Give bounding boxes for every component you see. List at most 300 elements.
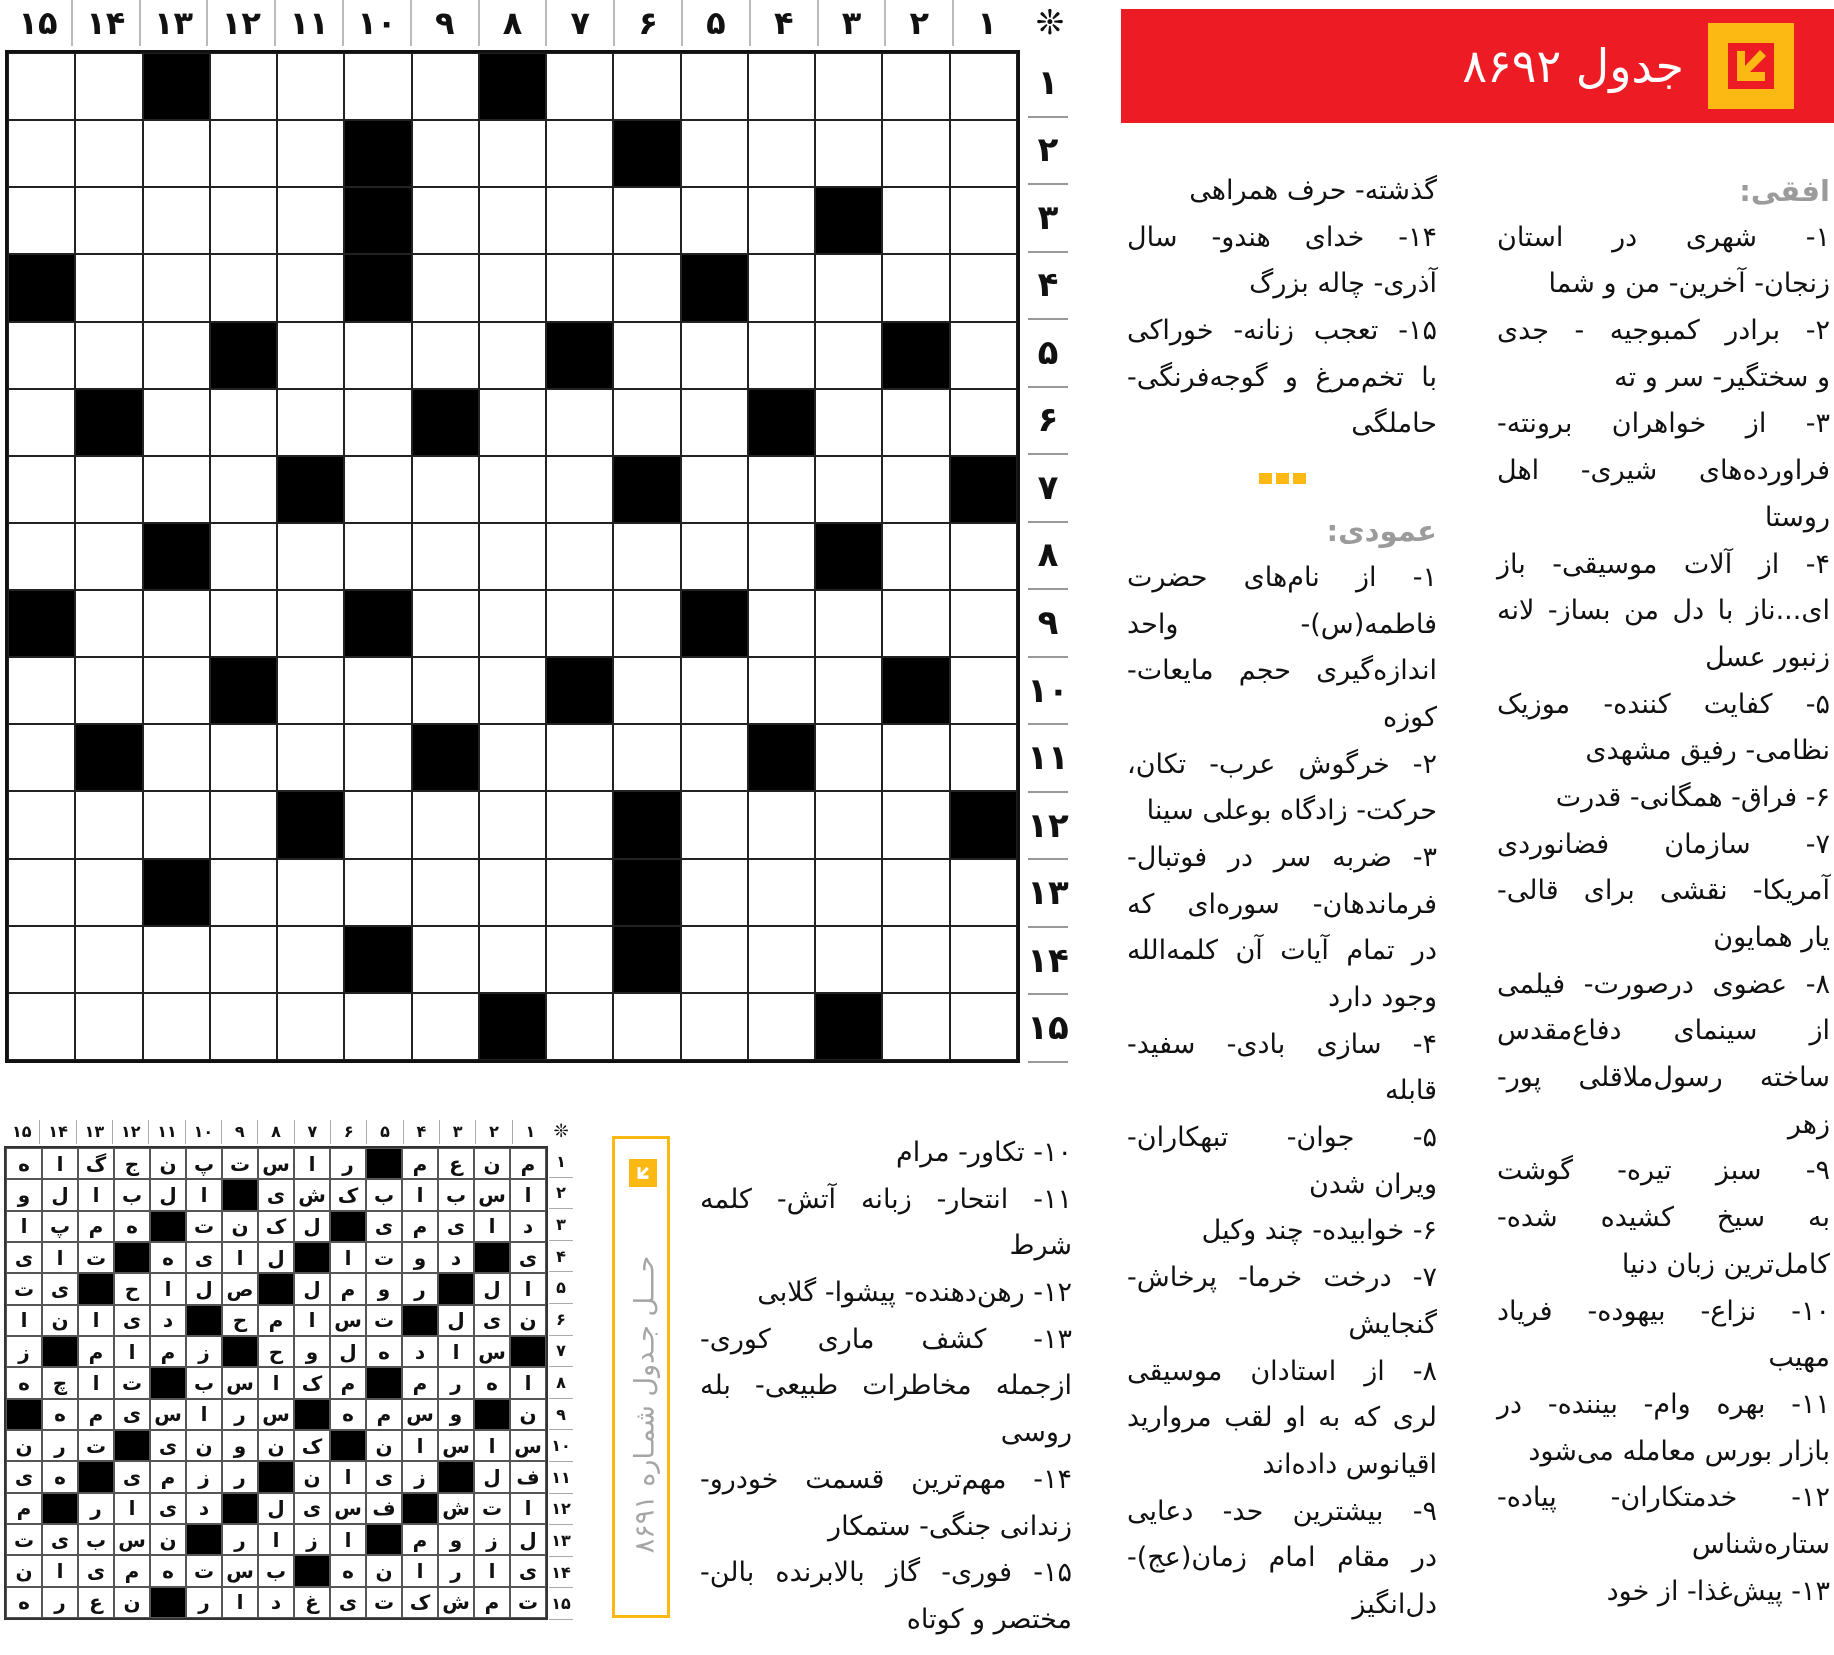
crossword-cell[interactable] bbox=[681, 456, 748, 523]
crossword-grid[interactable] bbox=[5, 50, 1020, 1063]
solution-cell: ل bbox=[294, 1211, 330, 1242]
black-cell bbox=[479, 993, 546, 1060]
solution-black-cell bbox=[330, 1211, 366, 1242]
solution-cell: ا bbox=[42, 1148, 78, 1179]
crossword-cell[interactable] bbox=[412, 993, 479, 1060]
crossword-cell[interactable] bbox=[412, 456, 479, 523]
crossword-cell[interactable] bbox=[344, 389, 411, 456]
column-number: ۴ bbox=[749, 0, 817, 46]
solution-cell: ی bbox=[150, 1430, 186, 1461]
crossword-cell[interactable] bbox=[815, 389, 882, 456]
crossword-cell[interactable] bbox=[143, 187, 210, 254]
crossword-cell[interactable] bbox=[546, 187, 613, 254]
crossword-cell[interactable] bbox=[882, 523, 949, 590]
crossword-cell[interactable] bbox=[75, 657, 142, 724]
crossword-cell[interactable] bbox=[210, 53, 277, 120]
clue-item bbox=[1127, 1349, 1437, 1489]
crossword-cell[interactable] bbox=[344, 791, 411, 858]
clue-item bbox=[700, 1317, 1072, 1457]
solution-cell: ا bbox=[222, 1587, 258, 1618]
crossword-cell[interactable] bbox=[143, 590, 210, 657]
crossword-cell[interactable] bbox=[277, 590, 344, 657]
clue-line: ۷- سازمان فضانوردی bbox=[1497, 828, 1830, 860]
crossword-cell[interactable] bbox=[210, 859, 277, 926]
row-number: ۴ bbox=[549, 1241, 573, 1273]
solution-cell: ن bbox=[114, 1587, 150, 1618]
solution-cell: ه bbox=[366, 1336, 402, 1367]
crossword-cell[interactable] bbox=[210, 254, 277, 321]
row-number: ۶ bbox=[1028, 388, 1068, 456]
crossword-cell[interactable] bbox=[546, 523, 613, 590]
crossword-cell[interactable] bbox=[75, 322, 142, 389]
crossword-cell[interactable] bbox=[950, 590, 1017, 657]
crossword-cell[interactable] bbox=[546, 791, 613, 858]
crossword-cell[interactable] bbox=[546, 254, 613, 321]
crossword-cell[interactable] bbox=[748, 322, 815, 389]
crossword-cell[interactable] bbox=[882, 791, 949, 858]
crossword-cell[interactable] bbox=[479, 389, 546, 456]
solution-black-cell bbox=[258, 1461, 294, 1492]
crossword-cell[interactable] bbox=[75, 791, 142, 858]
crossword-cell[interactable] bbox=[815, 859, 882, 926]
clue-line: و سختگیر- سر و ته bbox=[1614, 361, 1830, 393]
black-cell bbox=[748, 724, 815, 791]
crossword-cell[interactable] bbox=[210, 389, 277, 456]
crossword-cell[interactable] bbox=[412, 120, 479, 187]
horizontal-heading: افقی: bbox=[1739, 174, 1830, 208]
crossword-cell[interactable] bbox=[75, 254, 142, 321]
crossword-cell[interactable] bbox=[882, 724, 949, 791]
black-cell bbox=[950, 791, 1017, 858]
crossword-cell[interactable] bbox=[8, 657, 75, 724]
column-number: ۹ bbox=[221, 1120, 257, 1144]
crossword-cell[interactable] bbox=[75, 523, 142, 590]
crossword-cell[interactable] bbox=[479, 859, 546, 926]
solution-cell: ن bbox=[366, 1430, 402, 1461]
crossword-cell[interactable] bbox=[479, 523, 546, 590]
crossword-cell[interactable] bbox=[8, 389, 75, 456]
crossword-cell[interactable] bbox=[613, 389, 680, 456]
crossword-cell[interactable] bbox=[748, 53, 815, 120]
crossword-cell[interactable] bbox=[546, 53, 613, 120]
crossword-cell[interactable] bbox=[277, 993, 344, 1060]
crossword-cell[interactable] bbox=[950, 657, 1017, 724]
crossword-cell[interactable] bbox=[815, 590, 882, 657]
crossword-cell[interactable] bbox=[815, 657, 882, 724]
column-number: ۵ bbox=[681, 0, 749, 46]
crossword-cell[interactable] bbox=[479, 254, 546, 321]
arrow-down-left-icon bbox=[629, 1159, 657, 1187]
crossword-cell[interactable] bbox=[950, 53, 1017, 120]
crossword-cell[interactable] bbox=[681, 993, 748, 1060]
solution-cell: ه bbox=[6, 1587, 42, 1618]
solution-cell: د bbox=[258, 1587, 294, 1618]
crossword-cell[interactable] bbox=[75, 859, 142, 926]
solution-black-cell bbox=[114, 1430, 150, 1461]
solution-cell: ا bbox=[438, 1336, 474, 1367]
crossword-cell[interactable] bbox=[613, 187, 680, 254]
solution-cell: ه bbox=[42, 1399, 78, 1430]
crossword-cell[interactable] bbox=[143, 657, 210, 724]
solution-black-cell bbox=[78, 1273, 114, 1304]
solution-black-cell bbox=[510, 1336, 546, 1367]
crossword-cell[interactable] bbox=[8, 120, 75, 187]
crossword-cell[interactable] bbox=[143, 389, 210, 456]
crossword-cell[interactable] bbox=[815, 791, 882, 858]
clue-line: فراورده‌های شیری- اهل bbox=[1497, 455, 1830, 487]
crossword-cell[interactable] bbox=[613, 53, 680, 120]
row-number: ۱۳ bbox=[549, 1525, 573, 1557]
column-number: ۸ bbox=[478, 0, 546, 46]
crossword-cell[interactable] bbox=[210, 590, 277, 657]
clue-item bbox=[1127, 835, 1437, 1022]
crossword-cell[interactable] bbox=[75, 187, 142, 254]
crossword-cell[interactable] bbox=[277, 926, 344, 993]
clue-item bbox=[1127, 555, 1437, 742]
solution-cell: ر bbox=[42, 1430, 78, 1461]
solution-cell: ا bbox=[78, 1179, 114, 1210]
row-number: ۶ bbox=[549, 1304, 573, 1336]
crossword-cell[interactable] bbox=[950, 724, 1017, 791]
crossword-cell[interactable] bbox=[815, 53, 882, 120]
crossword-cell[interactable] bbox=[277, 254, 344, 321]
crossword-cell[interactable] bbox=[546, 456, 613, 523]
crossword-cell[interactable] bbox=[882, 456, 949, 523]
solution-cell: ی bbox=[438, 1211, 474, 1242]
crossword-cell[interactable] bbox=[882, 254, 949, 321]
solution-cell: ش bbox=[294, 1179, 330, 1210]
solution-cell: ب bbox=[114, 1179, 150, 1210]
crossword-cell[interactable] bbox=[8, 53, 75, 120]
crossword-cell[interactable] bbox=[8, 859, 75, 926]
clue-line: روستا bbox=[1764, 501, 1830, 533]
crossword-cell[interactable] bbox=[882, 993, 949, 1060]
crossword-cell[interactable] bbox=[412, 187, 479, 254]
crossword-cell[interactable] bbox=[748, 523, 815, 590]
crossword-cell[interactable] bbox=[344, 456, 411, 523]
solution-black-cell bbox=[186, 1524, 222, 1555]
crossword-cell[interactable] bbox=[681, 791, 748, 858]
crossword-cell[interactable] bbox=[815, 456, 882, 523]
solution-cell: س bbox=[402, 1399, 438, 1430]
crossword-cell[interactable] bbox=[613, 254, 680, 321]
crossword-cell[interactable] bbox=[412, 926, 479, 993]
crossword-cell[interactable] bbox=[277, 53, 344, 120]
row-number: ۳ bbox=[549, 1209, 573, 1241]
clue-line: ۱۱- انتحار- زبانه آتش- کلمه bbox=[700, 1183, 1072, 1215]
column-number: ۱۵ bbox=[11, 1122, 32, 1141]
crossword-cell[interactable] bbox=[143, 322, 210, 389]
solution-cell: ز bbox=[402, 1461, 438, 1492]
crossword-cell[interactable] bbox=[546, 926, 613, 993]
crossword-cell[interactable] bbox=[748, 187, 815, 254]
crossword-cell[interactable] bbox=[950, 322, 1017, 389]
crossword-cell[interactable] bbox=[882, 389, 949, 456]
solution-cell: ی bbox=[114, 1399, 150, 1430]
solution-cell: ح bbox=[258, 1336, 294, 1367]
crossword-cell[interactable] bbox=[950, 859, 1017, 926]
crossword-cell[interactable] bbox=[8, 926, 75, 993]
clue-line: ۷- درخت خرما- پرخاش- bbox=[1127, 1262, 1437, 1294]
crossword-cell[interactable] bbox=[143, 791, 210, 858]
crossword-cell[interactable] bbox=[815, 926, 882, 993]
crossword-cell[interactable] bbox=[8, 187, 75, 254]
star-icon: ❊ bbox=[553, 1121, 569, 1142]
crossword-cell[interactable] bbox=[75, 590, 142, 657]
solution-cell: م bbox=[402, 1211, 438, 1242]
crossword-cell[interactable] bbox=[210, 791, 277, 858]
crossword-cell[interactable] bbox=[882, 120, 949, 187]
crossword-cell[interactable] bbox=[277, 187, 344, 254]
crossword-cell[interactable] bbox=[681, 53, 748, 120]
crossword-cell[interactable] bbox=[412, 590, 479, 657]
row-number: ۱۳ bbox=[1028, 860, 1068, 928]
solution-cell: ب bbox=[186, 1367, 222, 1398]
column-number: ۳ bbox=[439, 1120, 475, 1144]
clue-item bbox=[1497, 962, 1830, 1149]
crossword-cell[interactable] bbox=[815, 322, 882, 389]
crossword-cell[interactable] bbox=[882, 859, 949, 926]
crossword-cell[interactable] bbox=[613, 590, 680, 657]
crossword-cell[interactable] bbox=[210, 926, 277, 993]
crossword-cell[interactable] bbox=[143, 724, 210, 791]
crossword-cell[interactable] bbox=[412, 322, 479, 389]
clue-line: یار همایون bbox=[1713, 922, 1830, 953]
crossword-cell[interactable] bbox=[815, 254, 882, 321]
crossword-cell[interactable] bbox=[748, 791, 815, 858]
solution-cell: ر bbox=[222, 1399, 258, 1430]
crossword-cell[interactable] bbox=[681, 523, 748, 590]
crossword-cell[interactable] bbox=[210, 724, 277, 791]
crossword-cell[interactable] bbox=[210, 187, 277, 254]
crossword-cell[interactable] bbox=[950, 993, 1017, 1060]
crossword-cell[interactable] bbox=[143, 456, 210, 523]
crossword-cell[interactable] bbox=[546, 724, 613, 791]
crossword-cell[interactable] bbox=[681, 389, 748, 456]
crossword-cell[interactable] bbox=[681, 859, 748, 926]
solution-cell: ز bbox=[294, 1524, 330, 1555]
crossword-cell[interactable] bbox=[950, 389, 1017, 456]
crossword-cell[interactable] bbox=[546, 120, 613, 187]
solution-cell: ب bbox=[78, 1524, 114, 1555]
crossword-cell[interactable] bbox=[479, 926, 546, 993]
crossword-cell[interactable] bbox=[882, 926, 949, 993]
row-number: ۱۲ bbox=[1028, 793, 1068, 861]
clue-item bbox=[1127, 168, 1437, 215]
crossword-cell[interactable] bbox=[277, 120, 344, 187]
crossword-cell[interactable] bbox=[277, 724, 344, 791]
clue-line: کامل‌ترین زبان دنیا bbox=[1621, 1248, 1830, 1280]
crossword-cell[interactable] bbox=[748, 993, 815, 1060]
crossword-cell[interactable] bbox=[412, 53, 479, 120]
crossword-cell[interactable] bbox=[681, 187, 748, 254]
crossword-cell[interactable] bbox=[344, 859, 411, 926]
crossword-cell[interactable] bbox=[882, 590, 949, 657]
clue-line: ۱- شهری در استان bbox=[1497, 221, 1830, 253]
clue-line: ۹- بیشترین حد- دعایی bbox=[1127, 1495, 1437, 1527]
crossword-cell[interactable] bbox=[950, 120, 1017, 187]
crossword-cell[interactable] bbox=[344, 993, 411, 1060]
solution-cell: ا bbox=[474, 1211, 510, 1242]
crossword-cell[interactable] bbox=[681, 926, 748, 993]
crossword-cell[interactable] bbox=[412, 859, 479, 926]
solution-cell: س bbox=[114, 1524, 150, 1555]
crossword-cell[interactable] bbox=[412, 254, 479, 321]
horizontal-clue-list bbox=[1497, 215, 1830, 1616]
solution-cell: ل bbox=[150, 1179, 186, 1210]
crossword-cell[interactable] bbox=[479, 590, 546, 657]
solution-cell: ه bbox=[150, 1555, 186, 1586]
crossword-cell[interactable] bbox=[479, 120, 546, 187]
crossword-cell[interactable] bbox=[950, 523, 1017, 590]
crossword-cell[interactable] bbox=[748, 859, 815, 926]
crossword-cell[interactable] bbox=[344, 523, 411, 590]
column-number: ۹ bbox=[410, 0, 478, 46]
crossword-cell[interactable] bbox=[75, 926, 142, 993]
crossword-cell[interactable] bbox=[681, 120, 748, 187]
solution-black-cell bbox=[222, 1336, 258, 1367]
crossword-cell[interactable] bbox=[479, 456, 546, 523]
crossword-cell[interactable] bbox=[613, 657, 680, 724]
crossword-cell[interactable] bbox=[344, 53, 411, 120]
crossword-cell[interactable] bbox=[277, 322, 344, 389]
clue-line: ۳- از خواهران برونته- bbox=[1497, 408, 1830, 440]
row-number: ۱۰ bbox=[1028, 658, 1068, 726]
crossword-cell[interactable] bbox=[8, 523, 75, 590]
crossword-cell[interactable] bbox=[143, 254, 210, 321]
crossword-cell[interactable] bbox=[344, 724, 411, 791]
crossword-cell[interactable] bbox=[277, 657, 344, 724]
crossword-cell[interactable] bbox=[479, 791, 546, 858]
crossword-cell[interactable] bbox=[75, 53, 142, 120]
solution-cell: س bbox=[222, 1555, 258, 1586]
crossword-cell[interactable] bbox=[277, 859, 344, 926]
crossword-cell[interactable] bbox=[344, 322, 411, 389]
crossword-cell[interactable] bbox=[681, 322, 748, 389]
crossword-cell[interactable] bbox=[748, 456, 815, 523]
solution-cell: ا bbox=[402, 1555, 438, 1586]
crossword-cell[interactable] bbox=[748, 120, 815, 187]
clue-line: ۱۳- پیش‌غذا- از خود bbox=[1606, 1575, 1830, 1607]
crossword-cell[interactable] bbox=[75, 456, 142, 523]
crossword-cell[interactable] bbox=[748, 254, 815, 321]
crossword-cell[interactable] bbox=[613, 993, 680, 1060]
crossword-cell[interactable] bbox=[815, 120, 882, 187]
row-number: ۴ bbox=[1028, 253, 1068, 321]
clue-item bbox=[1127, 1022, 1437, 1115]
solution-cell: ی bbox=[6, 1461, 42, 1492]
star-icon: ❊ bbox=[1035, 3, 1065, 43]
solution-cell: ا bbox=[150, 1273, 186, 1304]
crossword-cell[interactable] bbox=[8, 322, 75, 389]
clue-line: ۱۲- رهن‌دهنده- پیشوا- گلابی bbox=[757, 1277, 1072, 1309]
solution-black-cell bbox=[150, 1587, 186, 1618]
solution-cell: ح bbox=[114, 1273, 150, 1304]
crossword-cell[interactable] bbox=[344, 657, 411, 724]
crossword-cell[interactable] bbox=[412, 523, 479, 590]
crossword-cell[interactable] bbox=[143, 993, 210, 1060]
crossword-cell[interactable] bbox=[681, 657, 748, 724]
solution-cell: ا bbox=[6, 1211, 42, 1242]
solution-cell: ه bbox=[330, 1555, 366, 1586]
crossword-cell[interactable] bbox=[950, 254, 1017, 321]
crossword-cell[interactable] bbox=[546, 993, 613, 1060]
crossword-cell[interactable] bbox=[479, 322, 546, 389]
crossword-cell[interactable] bbox=[75, 120, 142, 187]
solution-cell: و bbox=[438, 1524, 474, 1555]
crossword-cell[interactable] bbox=[143, 926, 210, 993]
crossword-cell[interactable] bbox=[748, 657, 815, 724]
crossword-cell[interactable] bbox=[143, 120, 210, 187]
solution-cell: ل bbox=[474, 1273, 510, 1304]
crossword-cell[interactable] bbox=[210, 993, 277, 1060]
crossword-cell[interactable] bbox=[210, 456, 277, 523]
solution-cell: ر bbox=[402, 1273, 438, 1304]
black-cell bbox=[344, 590, 411, 657]
clue-line: ۳- ضربه سر در فوتبال- bbox=[1127, 841, 1437, 873]
crossword-cell[interactable] bbox=[950, 187, 1017, 254]
solution-cell: د bbox=[150, 1305, 186, 1336]
crossword-cell[interactable] bbox=[748, 926, 815, 993]
solution-cell: س bbox=[258, 1399, 294, 1430]
crossword-cell[interactable] bbox=[8, 993, 75, 1060]
crossword-cell[interactable] bbox=[613, 724, 680, 791]
vertical-clues-continued-column bbox=[700, 1130, 1072, 1644]
black-cell bbox=[479, 53, 546, 120]
crossword-cell[interactable] bbox=[8, 724, 75, 791]
solution-cell: م bbox=[150, 1461, 186, 1492]
crossword-cell[interactable] bbox=[613, 322, 680, 389]
crossword-cell[interactable] bbox=[882, 187, 949, 254]
crossword-cell[interactable] bbox=[882, 53, 949, 120]
clue-line: حاملگی bbox=[1351, 408, 1437, 440]
crossword-cell[interactable] bbox=[277, 389, 344, 456]
clue-line: بازار بورس معامله می‌شود bbox=[1528, 1435, 1830, 1467]
clue-line: مهیب bbox=[1768, 1342, 1830, 1374]
solution-cell: ل bbox=[330, 1336, 366, 1367]
crossword-cell[interactable] bbox=[546, 859, 613, 926]
crossword-cell[interactable] bbox=[681, 724, 748, 791]
crossword-cell[interactable] bbox=[479, 724, 546, 791]
crossword-cell[interactable] bbox=[479, 187, 546, 254]
solution-cell: ی bbox=[78, 1555, 114, 1586]
solution-cell: ک bbox=[330, 1179, 366, 1210]
crossword-cell[interactable] bbox=[748, 590, 815, 657]
row-number: ۱۱ bbox=[549, 1462, 573, 1494]
solution-cell: ت bbox=[510, 1587, 546, 1618]
crossword-cell[interactable] bbox=[210, 120, 277, 187]
clue-item bbox=[1127, 1208, 1437, 1255]
crossword-cell[interactable] bbox=[950, 926, 1017, 993]
crossword-cell[interactable] bbox=[277, 523, 344, 590]
clue-line: ۴- از آلات موسیقی- باز bbox=[1497, 548, 1830, 580]
black-cell bbox=[950, 456, 1017, 523]
black-cell bbox=[613, 456, 680, 523]
crossword-cell[interactable] bbox=[815, 724, 882, 791]
crossword-cell[interactable] bbox=[546, 389, 613, 456]
solution-black-cell bbox=[366, 1148, 402, 1179]
crossword-cell[interactable] bbox=[8, 456, 75, 523]
crossword-cell[interactable] bbox=[412, 791, 479, 858]
crossword-cell[interactable] bbox=[479, 657, 546, 724]
crossword-cell[interactable] bbox=[75, 993, 142, 1060]
crossword-cell[interactable] bbox=[210, 523, 277, 590]
clue-line: ۱۵- تعجب زنانه- خوراکی bbox=[1127, 315, 1437, 347]
crossword-cell[interactable] bbox=[8, 791, 75, 858]
crossword-cell[interactable] bbox=[613, 523, 680, 590]
crossword-cell[interactable] bbox=[546, 590, 613, 657]
crossword-cell[interactable] bbox=[412, 657, 479, 724]
